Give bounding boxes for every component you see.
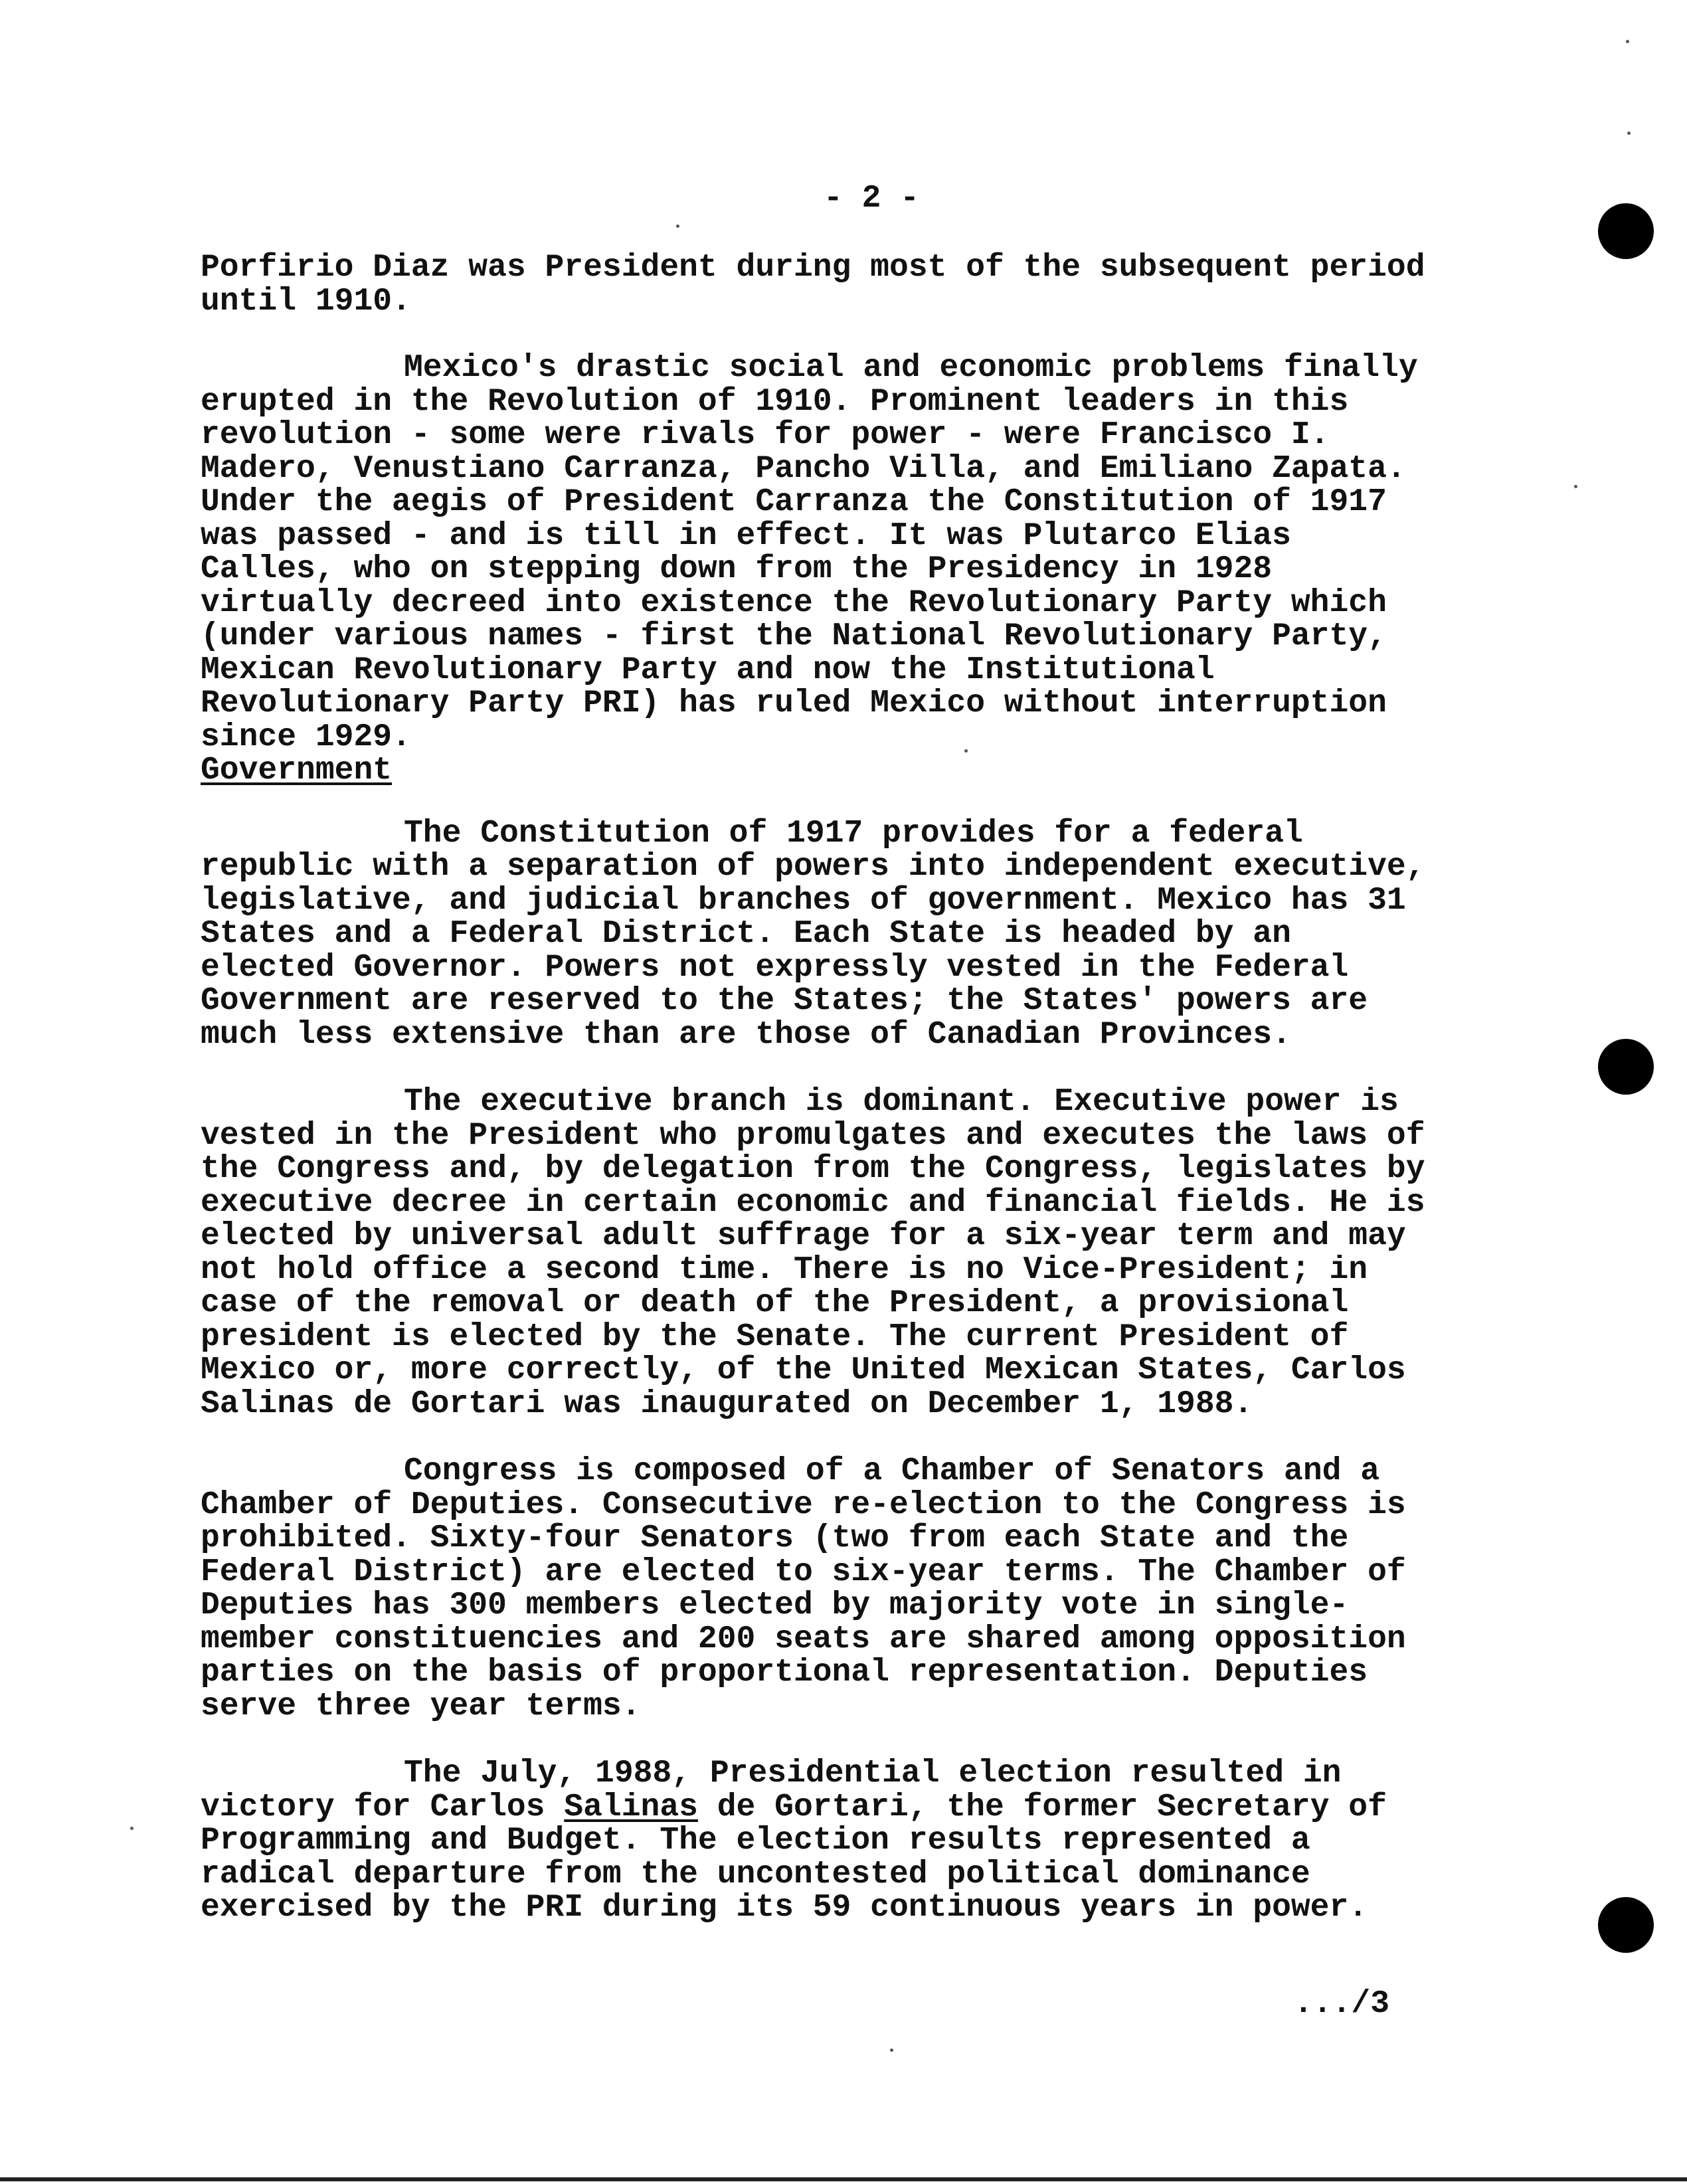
page-number: - 2 - xyxy=(824,181,920,217)
election-text-start: The July, 1988, Presidential election resulted in victory for Carlos xyxy=(201,1756,1342,1825)
scan-speck xyxy=(1574,485,1577,488)
paragraph-diaz: Porfirio Diaz was President during most of the subsequent period until 1910. xyxy=(201,250,1425,319)
underlined-name-salinas: Salinas xyxy=(564,1789,698,1825)
paragraph-executive: The executive branch is dominant. Executive power is vested in the President who promulgates and executes the laws of the Congress and, by delegation from the Congress, legislates by executive decree in certain economic and financial fields. He is elected by universal adult suffrage for a six-year term and may not hold office a second time. There is no Vice-President; in case of the removal or death of the President, a provisional president is elected by the Senate. The current President of Mexico or, more correctly, of the United Mexican States, Carlos Salinas de Gortari was inaugurated on December 1, 1988. xyxy=(201,1084,1425,1422)
section-heading-government: Government xyxy=(201,753,393,788)
scan-speck xyxy=(964,749,968,753)
paragraph-election xyxy=(201,1757,1542,1925)
scan-speck xyxy=(1626,40,1629,43)
punch-hole-top xyxy=(1598,203,1654,259)
paragraph-constitution: The Constitution of 1917 provides for a federal republic with a separation of powers into independent executive, legislative, and judicial branches of government. Mexico has 31 States and a Federal District. Each State is headed by an elected Governor. Powers not expressly vested in the Federal Government are reserved to the States; the States' powers are much less extensive than are those of Canadian Provinces. xyxy=(201,815,1425,1053)
paragraph-revolution: Mexico's drastic social and economic problems finally erupted in the Revolution of 1910. Prominent leaders in this revolution - some were rivals for power - were Francisco I. Madero, Venustiano Carranza, Pancho Villa, and Emiliano Zapata. Under the aegis of President Carranza the Constitution of 1917 was passed - and is till in effect. It was Plutarco Elias Calles, who on stepping down from the Presidency in 1928 virtually decreed into existence the Revolutionary Party which (under various names - first the National Revolutionary Party, Mexican Revolutionary Party and now the Institutional Revolutionary Party PRI) has ruled Mexico without interruption since 1929. xyxy=(201,350,1418,755)
scan-speck xyxy=(676,225,679,228)
scan-speck xyxy=(1627,132,1631,135)
punch-hole-middle xyxy=(1598,1039,1654,1095)
document-body xyxy=(201,251,1542,1925)
punch-hole-bottom xyxy=(1598,1897,1654,1953)
continued-marker: .../3 xyxy=(1294,1986,1390,2022)
election-text-end: de Gortari, the former Secretary of Programming and Budget. The election results represented a radical departure from the uncontested political dominance exercised by the PRI during its 59 continuous years in power. xyxy=(201,1789,1387,1926)
scan-speck xyxy=(130,1827,133,1830)
bottom-edge-rule xyxy=(0,2177,1687,2181)
scan-speck xyxy=(890,2048,893,2052)
paragraph-congress: Congress is composed of a Chamber of Senators and a Chamber of Deputies. Consecutive re-election to the Congress is prohibited. Sixty-four Senators (two from each State and the Federal District) are elected to six-year terms. The Chamber of Deputies has 300 members elected by majority vote in single- member constituencies and 200 seats are shared among opposition parties on the basis of proportional representation. Deputies serve three year terms. xyxy=(201,1453,1406,1724)
